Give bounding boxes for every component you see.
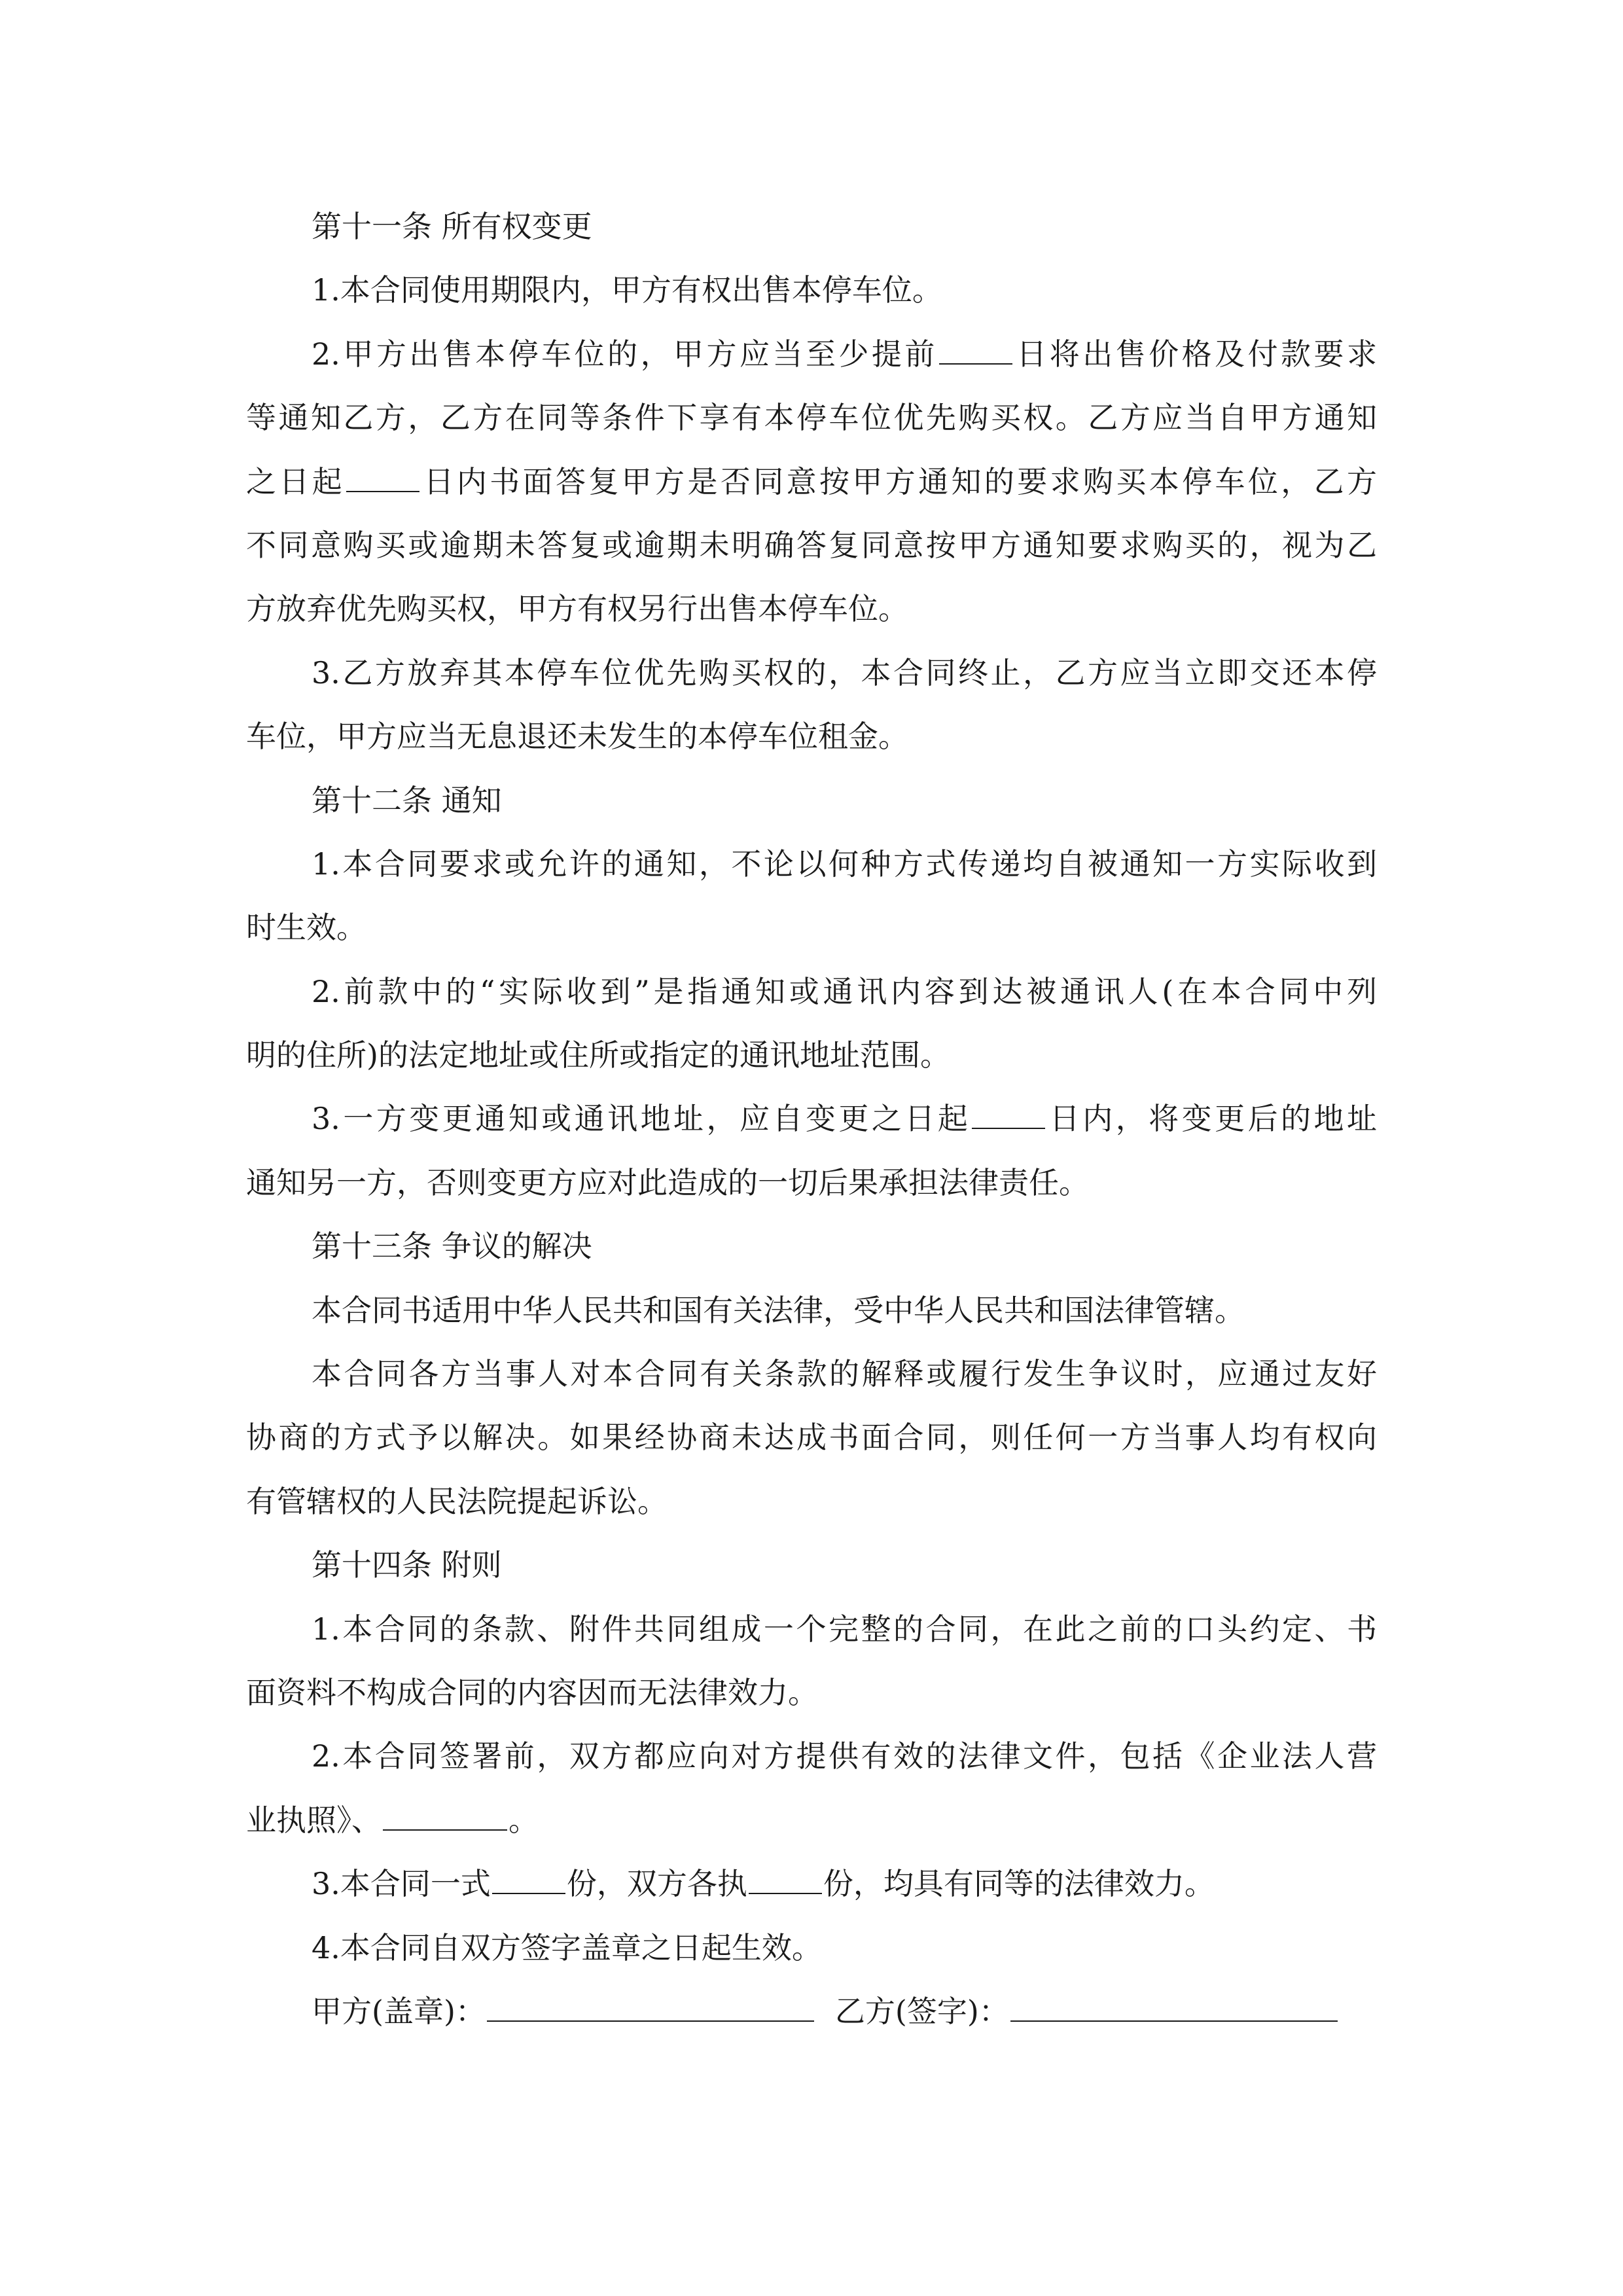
clause-text: 份，双方各执 (566, 1866, 747, 1902)
clause-text: 3.本合同一式 (312, 1866, 491, 1902)
clause-text: 。 (508, 1802, 539, 1838)
blank-field (972, 1100, 1045, 1129)
article-12-clause-1-line-2: 时生效。 (246, 910, 366, 946)
blank-field (383, 1802, 507, 1831)
article-14-clause-1-line-2: 面资料不构成合同的内容因而无法律效力。 (246, 1674, 818, 1710)
article-11-clause-2-line-4: 不同意购买或逾期未答复或逾期未明确答复同意按甲方通知要求购买的，视为乙 (246, 527, 1377, 563)
article-13-paragraph-2-line-3: 有管辖权的人民法院提起诉讼。 (246, 1483, 668, 1519)
article-14-clause-1-line-1: 1.本合同的条款、附件共同组成一个完整的合同，在此之前的口头约定、书 (312, 1611, 1377, 1647)
article-14-clause-4: 4.本合同自双方签字盖章之日起生效。 (312, 1929, 822, 1965)
party-a-label: 甲方(盖章)： (312, 1993, 486, 2029)
article-14-clause-2-line-1: 2.本合同签署前，双方都应向对方提供有效的法律文件，包括《企业法人营 (312, 1738, 1377, 1774)
clause-text: 份，均具有同等的法律效力。 (823, 1866, 1215, 1902)
blank-field (939, 336, 1012, 365)
clause-text: 日内书面答复甲方是否同意按甲方通知的要求购买本停车位，乙方 (421, 463, 1377, 499)
blank-field (749, 1865, 822, 1894)
article-11-clause-3-line-2: 车位，甲方应当无息退还未发生的本停车位租金。 (246, 719, 908, 755)
party-b-signature-line (1010, 1993, 1338, 2022)
blank-field (492, 1865, 565, 1894)
blank-field (346, 463, 419, 492)
clause-text: 之日起 (246, 463, 346, 499)
clause-text: 2.甲方出售本停车位的，甲方应当至少提前 (312, 336, 938, 372)
article-11-clause-1: 1.本合同使用期限内，甲方有权出售本停车位。 (312, 272, 942, 308)
clause-text: 3.一方变更通知或通讯地址，应自变更之日起 (312, 1101, 971, 1137)
article-12-clause-1-line-1: 1.本合同要求或允许的通知，不论以何种方式传递均自被通知一方实际收到 (312, 846, 1377, 882)
contract-body (246, 195, 1377, 2043)
party-b-label: 乙方(签字)： (834, 1993, 1009, 2029)
party-a-signature-line (487, 1993, 814, 2022)
article-12-clause-3-line-1 (246, 1087, 1377, 1151)
article-12-clause-2-line-1: 2.前款中的“实际收到”是指通知或通讯内容到达被通讯人(在本合同中列 (312, 973, 1377, 1009)
clause-text: 业执照》、 (246, 1802, 382, 1838)
article-12-clause-3-line-2: 通知另一方，否则变更方应对此造成的一切后果承担法律责任。 (246, 1164, 1089, 1200)
signature-row (246, 1980, 1377, 2043)
article-12-clause-2-line-2: 明的住所)的法定地址或住所或指定的通讯地址范围。 (246, 1037, 950, 1073)
article-14-heading: 第十四条 附则 (312, 1547, 502, 1583)
article-11-heading: 第十一条 所有权变更 (312, 209, 592, 244)
article-11-clause-2-line-3 (246, 450, 1377, 514)
article-13-paragraph-2-line-2: 协商的方式予以解决。如果经协商未达成书面合同，则任何一方当事人均有权向 (246, 1420, 1377, 1456)
clause-text: 日内，将变更后的地址 (1046, 1101, 1378, 1137)
article-13-heading: 第十三条 争议的解决 (312, 1229, 592, 1265)
article-11-clause-2-line-1 (246, 323, 1377, 386)
article-12-heading: 第十二条 通知 (312, 782, 502, 818)
article-11-clause-2-line-5: 方放弃优先购买权，甲方有权另行出售本停车位。 (246, 591, 908, 627)
article-14-clause-2-line-2 (246, 1789, 1377, 1852)
article-13-paragraph-2-line-1: 本合同各方当事人对本合同有关条款的解释或履行发生争议时，应通过友好 (312, 1356, 1377, 1392)
article-14-clause-3 (246, 1852, 1377, 1916)
article-11-clause-2-line-2: 等通知乙方，乙方在同等条件下享有本停车位优先购买权。乙方应当自甲方通知 (246, 400, 1377, 436)
article-13-paragraph-1: 本合同书适用中华人民共和国有关法律，受中华人民共和国法律管辖。 (312, 1292, 1245, 1328)
clause-text: 日将出售价格及付款要求 (1013, 336, 1378, 372)
article-11-clause-3-line-1: 3.乙方放弃其本停车位优先购买权的，本合同终止，乙方应当立即交还本停 (312, 655, 1377, 691)
